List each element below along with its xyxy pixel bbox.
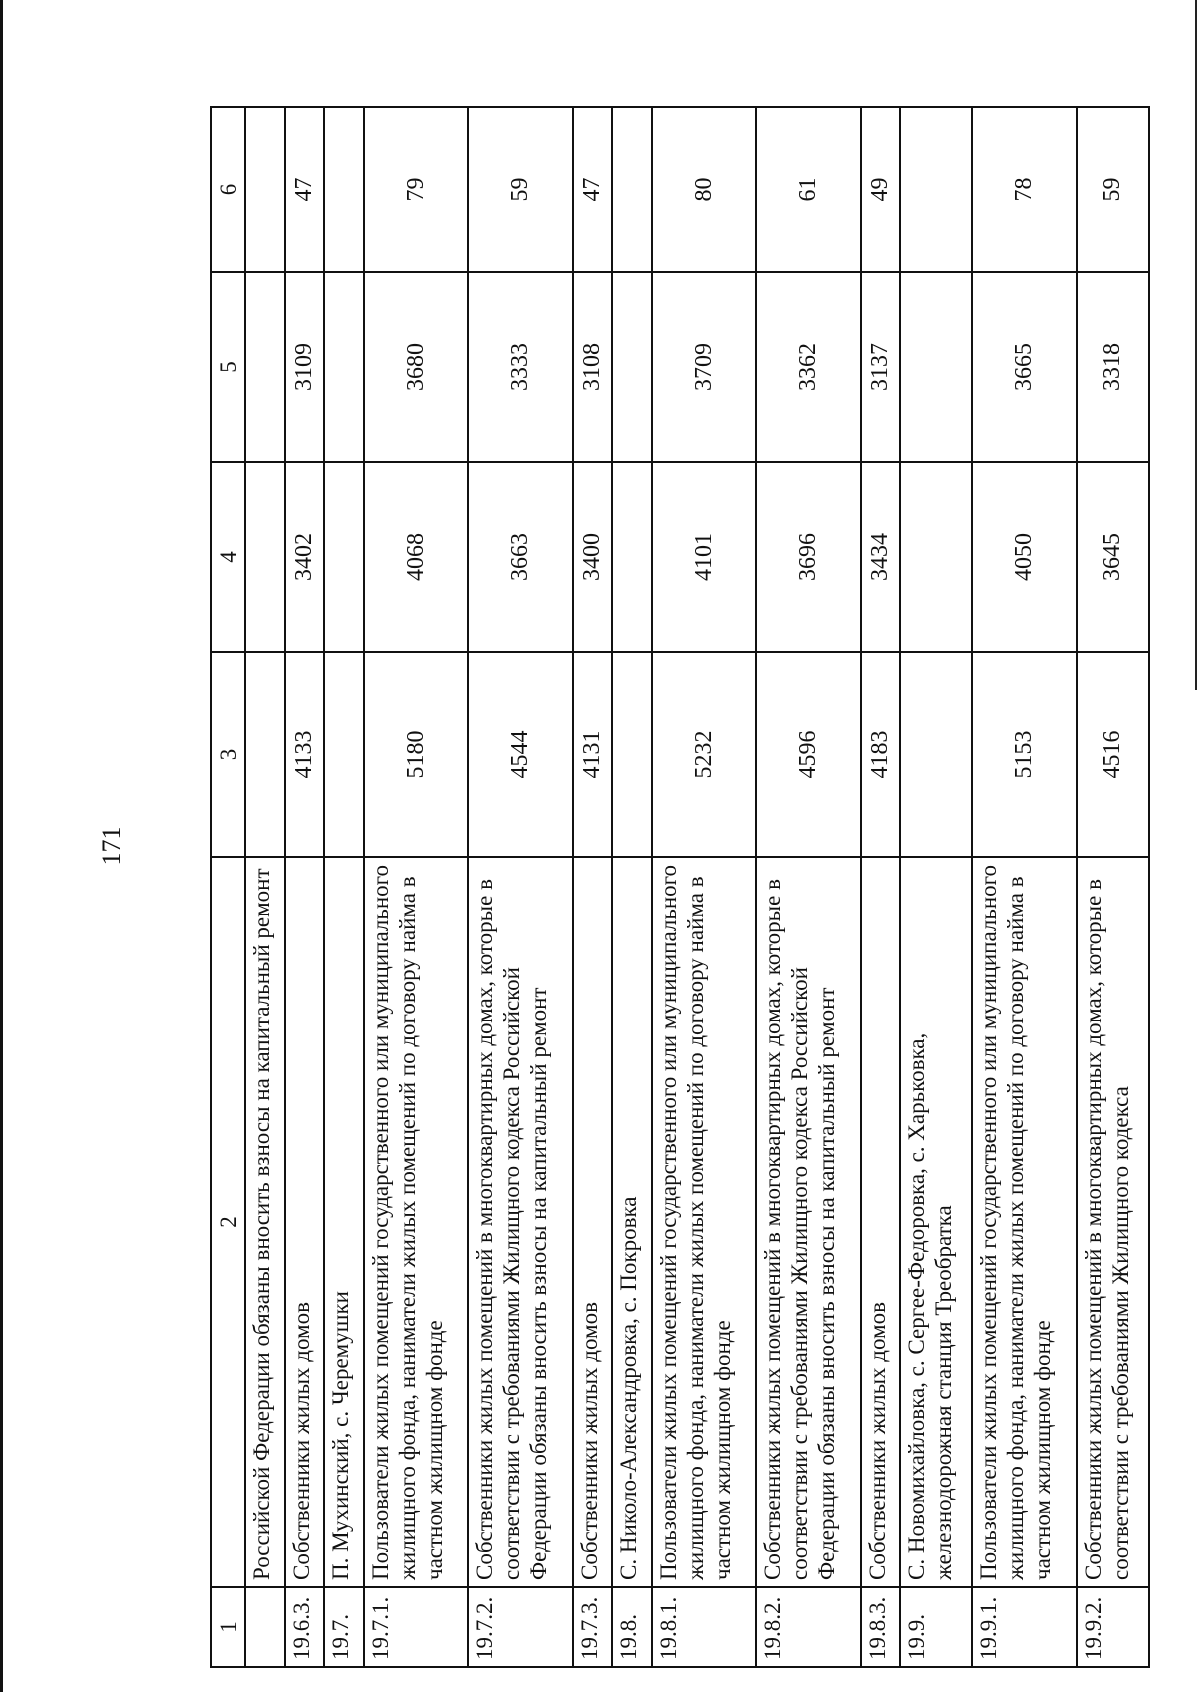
row-value-col4: 3400	[573, 462, 613, 652]
row-value-col3	[900, 652, 972, 857]
header-cell-3: 3	[211, 652, 245, 857]
table-row	[573, 107, 613, 1667]
row-value-col3	[612, 652, 652, 857]
row-name: Собственники жилых помещений в многоквартирных домах, которые в соответствии с требованиями Жилищного кодекса Российской Федерации обязаны вносить взносы на капитальный ремонт	[756, 857, 860, 1587]
row-value-col6: 78	[972, 107, 1076, 272]
table-row	[972, 107, 1076, 1667]
row-code: 19.7.	[324, 1587, 364, 1667]
table-row	[900, 107, 972, 1667]
row-value-col4: 4068	[364, 462, 468, 652]
row-value-col5: 3680	[364, 272, 468, 462]
row-code: 19.8.2.	[756, 1587, 860, 1667]
header-cell-1: 1	[211, 1587, 245, 1667]
row-value-col4: 3645	[1077, 462, 1149, 652]
row-value-col4: 4050	[972, 462, 1076, 652]
row-value-col6: 59	[1077, 107, 1149, 272]
row-value-col6: 80	[652, 107, 756, 272]
row-name: Пользователи жилых помещений государственного или муниципального жилищного фонда, наниматели жилых помещений по договору найма в частном жилищном фонде	[972, 857, 1076, 1587]
header-cell-2: 2	[211, 857, 245, 1587]
row-value-col6	[612, 107, 652, 272]
row-value-col5: 3109	[285, 272, 325, 462]
row-code: 19.7.1.	[364, 1587, 468, 1667]
row-name: Собственники жилых помещений в многоквартирных домах, которые в соответствии с требованиями Жилищного кодекса	[1077, 857, 1149, 1587]
row-value-col3	[245, 652, 285, 857]
row-value-col3: 4133	[285, 652, 325, 857]
row-value-col4: 3402	[285, 462, 325, 652]
row-value-col5	[900, 272, 972, 462]
row-code: 19.9.	[900, 1587, 972, 1667]
row-name: Собственники жилых домов	[573, 857, 613, 1587]
row-value-col5	[324, 272, 364, 462]
row-value-col3: 4544	[468, 652, 572, 857]
row-value-col5: 3709	[652, 272, 756, 462]
row-name: Собственники жилых помещений в многоквартирных домах, которые в соответствии с требованиями Жилищного кодекса Российской Федерации обязаны вносить взносы на капитальный ремонт	[468, 857, 572, 1587]
scan-edge-right	[1195, 0, 1197, 690]
row-value-col5: 3665	[972, 272, 1076, 462]
tariff-table-rotated	[210, 108, 1150, 1668]
table-row	[1077, 107, 1149, 1667]
row-value-col6: 79	[364, 107, 468, 272]
header-cell-4: 4	[211, 462, 245, 652]
tariff-table-container	[210, 108, 1150, 1668]
row-code: 19.8.	[612, 1587, 652, 1667]
page-number: 171	[97, 826, 126, 866]
row-value-col4	[612, 462, 652, 652]
row-value-col6: 61	[756, 107, 860, 272]
row-value-col4: 3434	[861, 462, 901, 652]
row-value-col3: 5232	[652, 652, 756, 857]
table-row	[612, 107, 652, 1667]
row-value-col6: 59	[468, 107, 572, 272]
row-name: Российской Федерации обязаны вносить взносы на капитальный ремонт	[245, 857, 285, 1587]
row-name: Пользователи жилых помещений государственного или муниципального жилищного фонда, наниматели жилых помещений по договору найма в частном жилищном фонде	[652, 857, 756, 1587]
row-value-col3: 4183	[861, 652, 901, 857]
row-value-col6: 49	[861, 107, 901, 272]
header-cell-6: 6	[211, 107, 245, 272]
row-code	[245, 1587, 285, 1667]
row-code: 19.7.2.	[468, 1587, 572, 1667]
row-value-col3: 5180	[364, 652, 468, 857]
row-name: Собственники жилых домов	[285, 857, 325, 1587]
row-value-col6: 47	[285, 107, 325, 272]
table-row	[324, 107, 364, 1667]
row-value-col6: 47	[573, 107, 613, 272]
row-code: 19.6.3.	[285, 1587, 325, 1667]
row-value-col3: 4516	[1077, 652, 1149, 857]
table-row	[652, 107, 756, 1667]
row-value-col6	[900, 107, 972, 272]
row-value-col5: 3333	[468, 272, 572, 462]
row-name: Собственники жилых домов	[861, 857, 901, 1587]
row-value-col3: 5153	[972, 652, 1076, 857]
table-row	[285, 107, 325, 1667]
row-value-col4	[900, 462, 972, 652]
table-row	[245, 107, 285, 1667]
tariff-table	[210, 106, 1150, 1668]
header-cell-5: 5	[211, 272, 245, 462]
row-name: С. Николо-Александровка, с. Покровка	[612, 857, 652, 1587]
row-value-col4	[324, 462, 364, 652]
row-value-col5: 3362	[756, 272, 860, 462]
header-row	[211, 107, 245, 1667]
row-code: 19.8.3.	[861, 1587, 901, 1667]
row-value-col5	[245, 272, 285, 462]
row-name: С. Новомихайловка, с. Сергее-Федоровка, с. Харьковка, железнодорожная станция Треобратка	[900, 857, 972, 1587]
table-row	[468, 107, 572, 1667]
row-value-col4: 3663	[468, 462, 572, 652]
table-row	[756, 107, 860, 1667]
row-code: 19.7.3.	[573, 1587, 613, 1667]
row-code: 19.9.1.	[972, 1587, 1076, 1667]
row-value-col5: 3318	[1077, 272, 1149, 462]
row-name: П. Мухинский, с. Черемушки	[324, 857, 364, 1587]
table-row	[364, 107, 468, 1667]
row-code: 19.8.1.	[652, 1587, 756, 1667]
row-value-col6	[324, 107, 364, 272]
row-value-col3	[324, 652, 364, 857]
row-value-col4: 3696	[756, 462, 860, 652]
row-value-col3: 4596	[756, 652, 860, 857]
row-value-col5: 3137	[861, 272, 901, 462]
row-value-col4: 4101	[652, 462, 756, 652]
row-value-col5	[612, 272, 652, 462]
row-value-col3: 4131	[573, 652, 613, 857]
table-row	[861, 107, 901, 1667]
row-value-col4	[245, 462, 285, 652]
row-code: 19.9.2.	[1077, 1587, 1149, 1667]
row-value-col6	[245, 107, 285, 272]
row-value-col5: 3108	[573, 272, 613, 462]
scan-edge-left	[0, 0, 3, 1692]
row-name: Пользователи жилых помещений государственного или муниципального жилищного фонда, наниматели жилых помещений по договору найма в частном жилищном фонде	[364, 857, 468, 1587]
